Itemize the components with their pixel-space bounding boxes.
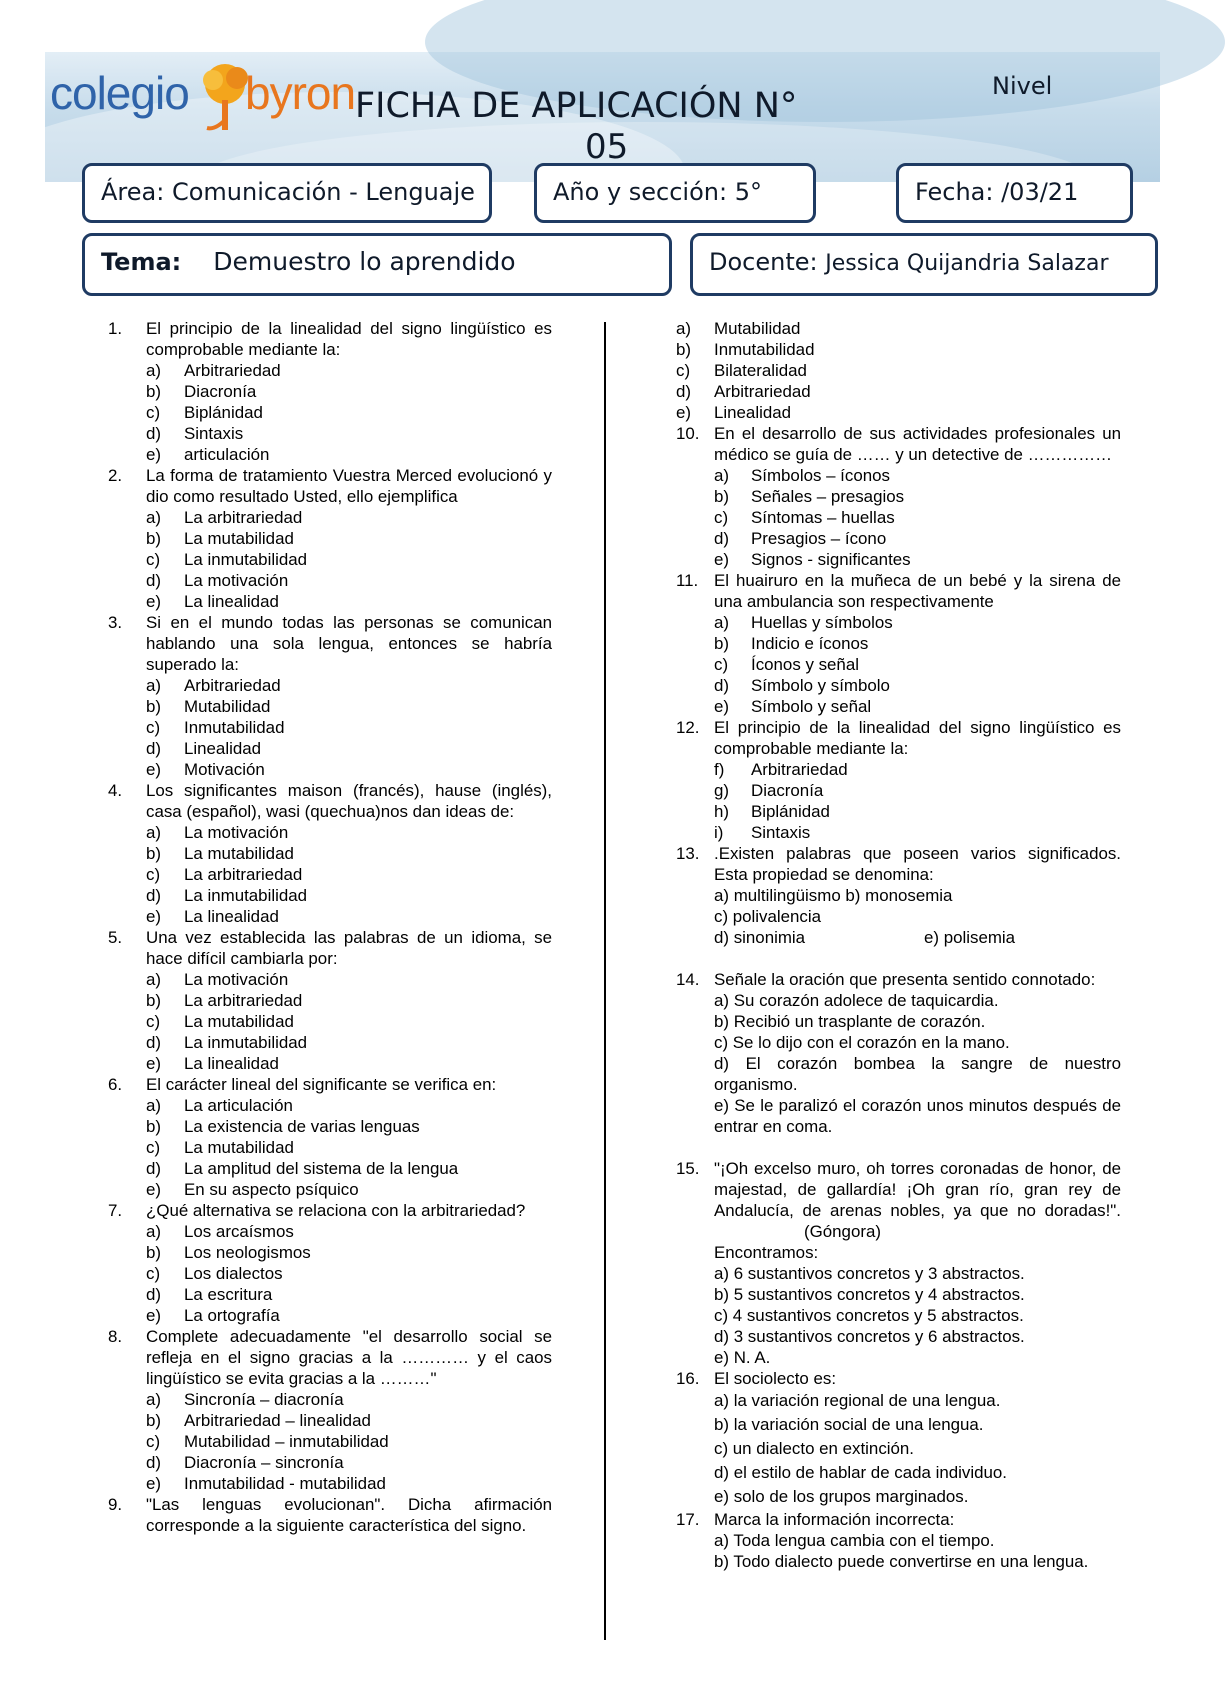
option-letter: i) <box>714 823 724 842</box>
option-letter: f) <box>714 760 725 779</box>
option-item <box>676 339 1121 360</box>
option-text: Mutabilidad <box>184 697 271 716</box>
question-number: 9. <box>108 1495 123 1514</box>
option-text: Linealidad <box>714 403 792 422</box>
option-letter: b) <box>146 382 162 401</box>
right-column <box>676 318 1121 1572</box>
option-line: c) Se lo dijo con el corazón en la mano. <box>714 1033 1010 1052</box>
question-number: 8. <box>108 1327 123 1346</box>
option-letter: b) <box>714 487 730 506</box>
option-text: La arbitrariedad <box>184 508 303 527</box>
question-text: En el desarrollo de sus actividades profesionales un médico se guía de …… y un detective de …………… <box>714 424 1121 464</box>
question-number: 5. <box>108 928 123 947</box>
option-item <box>96 990 552 1011</box>
option-text: Biplánidad <box>184 403 263 422</box>
option-text: Arbitrariedad <box>184 676 281 695</box>
option-item <box>96 843 552 864</box>
option-item <box>676 675 1121 696</box>
option-item <box>96 1221 552 1242</box>
option-item <box>676 780 1121 801</box>
option-item <box>676 381 1121 402</box>
option-text: La motivación <box>184 823 289 842</box>
option-text: Símbolo y símbolo <box>751 676 890 695</box>
option-item <box>96 1011 552 1032</box>
option-item <box>676 654 1121 675</box>
option-letter: d) <box>146 739 162 758</box>
option-line: c) 4 sustantivos concretos y 5 abstractos. <box>714 1306 1024 1325</box>
option-text: Motivación <box>184 760 265 779</box>
option-item <box>96 1137 552 1158</box>
option-text: La inmutabilidad <box>184 550 308 569</box>
option-item <box>676 759 1121 780</box>
option-text: La mutabilidad <box>184 1138 294 1157</box>
option-item <box>96 528 552 549</box>
question-item <box>96 1494 552 1536</box>
question-number: 16. <box>676 1369 700 1388</box>
tema-field <box>82 233 672 296</box>
option-text: Diacronía <box>184 382 257 401</box>
question-item <box>676 843 1121 885</box>
option-letter: e) <box>676 403 692 422</box>
option-item <box>96 360 552 381</box>
question-text: El principio de la linealidad del signo lingüístico es comprobable mediante la: <box>146 319 552 359</box>
area-field <box>82 163 492 223</box>
option-letter: b) <box>146 1243 162 1262</box>
option-item <box>96 381 552 402</box>
option-text: Los neologismos <box>184 1243 311 1262</box>
option-letter: c) <box>146 1432 161 1451</box>
option-text: Indicio e íconos <box>751 634 869 653</box>
option-item <box>96 423 552 444</box>
option-text: La amplitud del sistema de la lengua <box>184 1159 459 1178</box>
option-item <box>96 1242 552 1263</box>
question-number: 6. <box>108 1075 123 1094</box>
question-item <box>96 318 552 360</box>
tema-value: Demuestro lo aprendido <box>213 247 516 276</box>
option-text: La escritura <box>184 1285 273 1304</box>
option-letter: e) <box>146 1306 162 1325</box>
option-letter: g) <box>714 781 730 800</box>
option-letter: e) <box>146 907 162 926</box>
option-letter: e) <box>146 760 162 779</box>
option-letter: c) <box>146 718 161 737</box>
question-text: La forma de tratamiento Vuestra Merced evolucionó y dio como resultado Usted, ello ejemplifica <box>146 466 552 506</box>
option-line: a) Toda lengua cambia con el tiempo. <box>714 1531 995 1550</box>
option-item <box>96 591 552 612</box>
option-item <box>676 822 1121 843</box>
option-item <box>96 1410 552 1431</box>
option-letter: d) <box>146 424 162 443</box>
question-item <box>96 612 552 675</box>
question-item <box>96 465 552 507</box>
option-letter: c) <box>146 403 161 422</box>
question-item <box>676 969 1121 990</box>
option-text: La motivación <box>184 571 289 590</box>
option-text: Señales – presagios <box>751 487 905 506</box>
option-line: e) Se le paralizó el corazón unos minutos después de entrar en coma. <box>714 1096 1121 1136</box>
docente-label: Docente: <box>709 248 818 276</box>
option-item <box>96 570 552 591</box>
option-letter: b) <box>146 844 162 863</box>
option-line: d) 3 sustantivos concretos y 6 abstractos. <box>714 1327 1025 1346</box>
option-text: La ortografía <box>184 1306 280 1325</box>
option-item <box>96 1263 552 1284</box>
option-letter: d) <box>676 382 692 401</box>
option-item <box>96 1473 552 1494</box>
question-text: Los significantes maison (francés), hause (inglés), casa (español), wasi (quechua)nos dan ideas de: <box>146 781 552 821</box>
option-text: Presagios – ícono <box>751 529 887 548</box>
question-text: El carácter lineal del significante se verifica en: <box>146 1075 497 1094</box>
option-letter: c) <box>146 1264 161 1283</box>
option-line: b) la variación social de una lengua. <box>714 1415 984 1434</box>
question-text: Marca la información incorrecta: <box>714 1510 955 1529</box>
option-item <box>96 1095 552 1116</box>
question-text: El sociolecto es: <box>714 1369 837 1388</box>
option-letter: a) <box>146 1096 162 1115</box>
question-number: 15. <box>676 1159 700 1178</box>
question-number: 2. <box>108 466 123 485</box>
option-line: a) Su corazón adolece de taquicardia. <box>714 991 999 1010</box>
question-number: 7. <box>108 1201 123 1220</box>
question-text: Señale la oración que presenta sentido connotado: <box>714 970 1096 989</box>
option-item <box>96 738 552 759</box>
option-line: b) Recibió un trasplante de corazón. <box>714 1012 986 1031</box>
option-item <box>96 507 552 528</box>
option-text: Sintaxis <box>184 424 244 443</box>
question-item <box>96 1326 552 1389</box>
option-item <box>96 969 552 990</box>
option-text: La mutabilidad <box>184 1012 294 1031</box>
docente-field <box>690 233 1158 296</box>
option-text: La motivación <box>184 970 289 989</box>
option-item <box>96 696 552 717</box>
option-letter: c) <box>714 655 729 674</box>
left-column <box>96 318 552 1536</box>
page-title: FICHA DE APLICACIÓN N° <box>355 86 798 126</box>
option-letter: a) <box>714 613 730 632</box>
option-letter: e) <box>146 1474 162 1493</box>
option-text: La articulación <box>184 1096 293 1115</box>
option-text: La linealidad <box>184 907 279 926</box>
option-text: Los arcaísmos <box>184 1222 294 1241</box>
option-text: Inmutabilidad <box>184 718 285 737</box>
option-text: La existencia de varias lenguas <box>184 1117 420 1136</box>
option-item <box>96 444 552 465</box>
option-text: Diacronía <box>751 781 824 800</box>
nivel-label: Nivel <box>992 72 1053 100</box>
option-letter: d) <box>146 571 162 590</box>
question-number: 14. <box>676 970 700 989</box>
option-text: Sintaxis <box>751 823 811 842</box>
option-letter: a) <box>146 508 162 527</box>
option-letter: a) <box>146 1390 162 1409</box>
option-text: En su aspecto psíquico <box>184 1180 359 1199</box>
school-logo <box>50 58 356 138</box>
option-letter: b) <box>146 991 162 1010</box>
option-text: Símbolo y señal <box>751 697 872 716</box>
option-text: Inmutabilidad <box>714 340 815 359</box>
option-item <box>96 1389 552 1410</box>
option-item <box>96 1305 552 1326</box>
option-text: Arbitrariedad <box>714 382 811 401</box>
option-line: c) un dialecto en extinción. <box>714 1439 914 1458</box>
option-item <box>676 528 1121 549</box>
option-line: c) polivalencia <box>714 907 822 926</box>
option-item <box>96 549 552 570</box>
option-item <box>96 759 552 780</box>
fecha-text: Fecha: /03/21 <box>915 178 1079 206</box>
option-text: Arbitrariedad – linealidad <box>184 1411 371 1430</box>
option-text: Íconos y señal <box>751 655 859 674</box>
option-letter: d) <box>146 1159 162 1178</box>
option-line: e) solo de los grupos marginados. <box>714 1487 969 1506</box>
option-letter: b) <box>676 340 692 359</box>
option-letter: e) <box>714 697 730 716</box>
option-text: Síntomas – huellas <box>751 508 895 527</box>
option-item <box>96 822 552 843</box>
option-text: Bilateralidad <box>714 361 807 380</box>
option-letter: d) <box>714 529 730 548</box>
option-line: a) la variación regional de una lengua. <box>714 1391 1001 1410</box>
column-divider <box>604 322 606 1640</box>
option-item <box>676 360 1121 381</box>
option-line <box>676 927 1121 948</box>
option-item <box>676 507 1121 528</box>
question-item <box>96 1200 552 1221</box>
option-line: d) El corazón bombea la sangre de nuestro organismo. <box>714 1054 1121 1094</box>
question-number: 12. <box>676 718 700 737</box>
option-letter: d) <box>146 1453 162 1472</box>
option-text: La linealidad <box>184 592 279 611</box>
option-line: b) 5 sustantivos concretos y 4 abstractos. <box>714 1285 1025 1304</box>
question-item <box>96 1074 552 1095</box>
logo-text-colegio: colegio <box>50 67 189 119</box>
option-text: Diacronía – sincronía <box>184 1453 344 1472</box>
option-letter: d) <box>146 1285 162 1304</box>
option-item <box>96 1452 552 1473</box>
option-item <box>96 906 552 927</box>
option-text: La inmutabilidad <box>184 1033 308 1052</box>
option-text: Inmutabilidad - mutabilidad <box>184 1474 386 1493</box>
question-item <box>676 1368 1121 1389</box>
question-item <box>676 423 1121 465</box>
question-text: El huairuro en la muñeca de un bebé y la sirena de una ambulancia son respectivamente <box>714 571 1121 611</box>
option-item <box>96 885 552 906</box>
question-number: 13. <box>676 844 700 863</box>
option-letter: e) <box>714 550 730 569</box>
option-item <box>676 486 1121 507</box>
question-number: 17. <box>676 1510 700 1529</box>
option-item <box>96 675 552 696</box>
option-letter: a) <box>676 319 692 338</box>
option-letter: a) <box>146 970 162 989</box>
option-text: Mutabilidad – inmutabilidad <box>184 1432 389 1451</box>
option-text: La mutabilidad <box>184 844 294 863</box>
option-text: Los dialectos <box>184 1264 283 1283</box>
option-line: d) el estilo de hablar de cada individuo. <box>714 1463 1007 1482</box>
option-text: La inmutabilidad <box>184 886 308 905</box>
option-item <box>676 549 1121 570</box>
question-text: El principio de la linealidad del signo lingüístico es comprobable mediante la: <box>714 718 1121 758</box>
option-text: La arbitrariedad <box>184 991 303 1010</box>
option-text: e) polisemia <box>924 928 1016 947</box>
question-text: Complete adecuadamente "el desarrollo social se refleja en el signo gracias a la ………… y el caos lingüístico se evita gracias a la ………" <box>146 1327 552 1388</box>
option-letter: e) <box>146 592 162 611</box>
option-text: Mutabilidad <box>714 319 801 338</box>
option-text: articulación <box>184 445 270 464</box>
question-number: 1. <box>108 319 123 338</box>
option-item <box>676 402 1121 423</box>
anio-seccion-text: Año y sección: 5° <box>553 178 762 206</box>
option-letter: c) <box>146 550 161 569</box>
option-item <box>96 402 552 423</box>
option-letter: a) <box>714 466 730 485</box>
ficha-number <box>585 130 645 146</box>
option-item <box>96 717 552 738</box>
option-item <box>96 1431 552 1452</box>
docente-value: Jessica Quijandria Salazar <box>825 251 1109 276</box>
fecha-field <box>896 163 1133 223</box>
option-text: La mutabilidad <box>184 529 294 548</box>
area-text: Área: Comunicación - Lenguaje <box>101 178 475 206</box>
option-line: a) 6 sustantivos concretos y 3 abstractos. <box>714 1264 1025 1283</box>
option-letter: a) <box>146 676 162 695</box>
option-letter: b) <box>146 1411 162 1430</box>
option-letter: e) <box>146 445 162 464</box>
option-item <box>676 801 1121 822</box>
option-letter: b) <box>146 529 162 548</box>
option-item <box>96 1158 552 1179</box>
option-text: Arbitrariedad <box>751 760 848 779</box>
spacer <box>676 948 1121 969</box>
option-letter: c) <box>676 361 691 380</box>
question-number: 10. <box>676 424 700 443</box>
question-text: "¡Oh excelso muro, oh torres coronadas de honor, de majestad, de gallardía! ¡Oh gran río, gran rey de Andalucía, de arenas nobles, ya que no doradas!". <box>714 1159 1121 1220</box>
option-letter: h) <box>714 802 730 821</box>
question-text: ¿Qué alternativa se relaciona con la arbitrariedad? <box>146 1201 526 1220</box>
question-item <box>96 780 552 822</box>
option-text: Símbolos – íconos <box>751 466 890 485</box>
option-text: Huellas y símbolos <box>751 613 893 632</box>
option-letter: d) <box>146 886 162 905</box>
option-letter: b) <box>146 697 162 716</box>
question-item <box>676 570 1121 612</box>
option-letter: c) <box>714 508 729 527</box>
author-credit: (Góngora) <box>804 1222 881 1241</box>
option-item <box>96 1284 552 1305</box>
question-text: "Las lenguas evolucionan". Dicha afirmación corresponde a la siguiente característica del signo. <box>146 1495 552 1535</box>
option-letter: d) <box>714 676 730 695</box>
option-text: Sincronía – diacronía <box>184 1390 344 1409</box>
question-item <box>676 717 1121 759</box>
option-letter: d) <box>146 1033 162 1052</box>
option-line: e) N. A. <box>714 1348 771 1367</box>
logo-text-byron: byron <box>245 67 356 119</box>
option-item <box>96 1179 552 1200</box>
question-number: 4. <box>108 781 123 800</box>
question-number: 11. <box>676 571 699 590</box>
option-text: Signos - significantes <box>751 550 911 569</box>
option-letter: c) <box>146 1138 161 1157</box>
question-item <box>676 1509 1121 1530</box>
option-letter: c) <box>146 1012 161 1031</box>
option-letter: a) <box>146 361 162 380</box>
option-letter: a) <box>146 823 162 842</box>
option-item <box>96 1116 552 1137</box>
option-letter: e) <box>146 1054 162 1073</box>
tema-label: Tema: <box>101 248 182 276</box>
option-letter: b) <box>146 1117 162 1136</box>
option-letter: c) <box>146 865 161 884</box>
question-number: 3. <box>108 613 123 632</box>
option-item <box>676 318 1121 339</box>
option-item <box>676 633 1121 654</box>
option-text: d) sinonimia <box>714 928 806 947</box>
option-text: Linealidad <box>184 739 262 758</box>
option-item <box>96 1032 552 1053</box>
option-letter: b) <box>714 634 730 653</box>
option-text: Arbitrariedad <box>184 361 281 380</box>
question-item <box>96 927 552 969</box>
option-letter: a) <box>146 1222 162 1241</box>
spacer <box>676 1137 1121 1158</box>
option-item <box>96 864 552 885</box>
option-item <box>676 696 1121 717</box>
question-text: Si en el mundo todas las personas se comunican hablando una sola lengua, entonces se habría superado la: <box>146 613 552 674</box>
question-item <box>676 1158 1121 1242</box>
option-text: La arbitrariedad <box>184 865 303 884</box>
option-text: Biplánidad <box>751 802 830 821</box>
option-letter: e) <box>146 1180 162 1199</box>
question-text: Una vez establecida las palabras de un idioma, se hace difícil cambiarla por: <box>146 928 552 968</box>
option-line: b) Todo dialecto puede convertirse en una lengua. <box>714 1552 1089 1571</box>
option-item <box>676 465 1121 486</box>
option-line: a) multilingüismo b) monosemia <box>714 886 953 905</box>
option-item <box>676 612 1121 633</box>
question-text: .Existen palabras que poseen varios significados. Esta propiedad se denomina: <box>714 844 1121 884</box>
option-text: La linealidad <box>184 1054 279 1073</box>
option-item <box>96 1053 552 1074</box>
anio-seccion-field <box>534 163 816 223</box>
option-line: Encontramos: <box>714 1243 819 1262</box>
